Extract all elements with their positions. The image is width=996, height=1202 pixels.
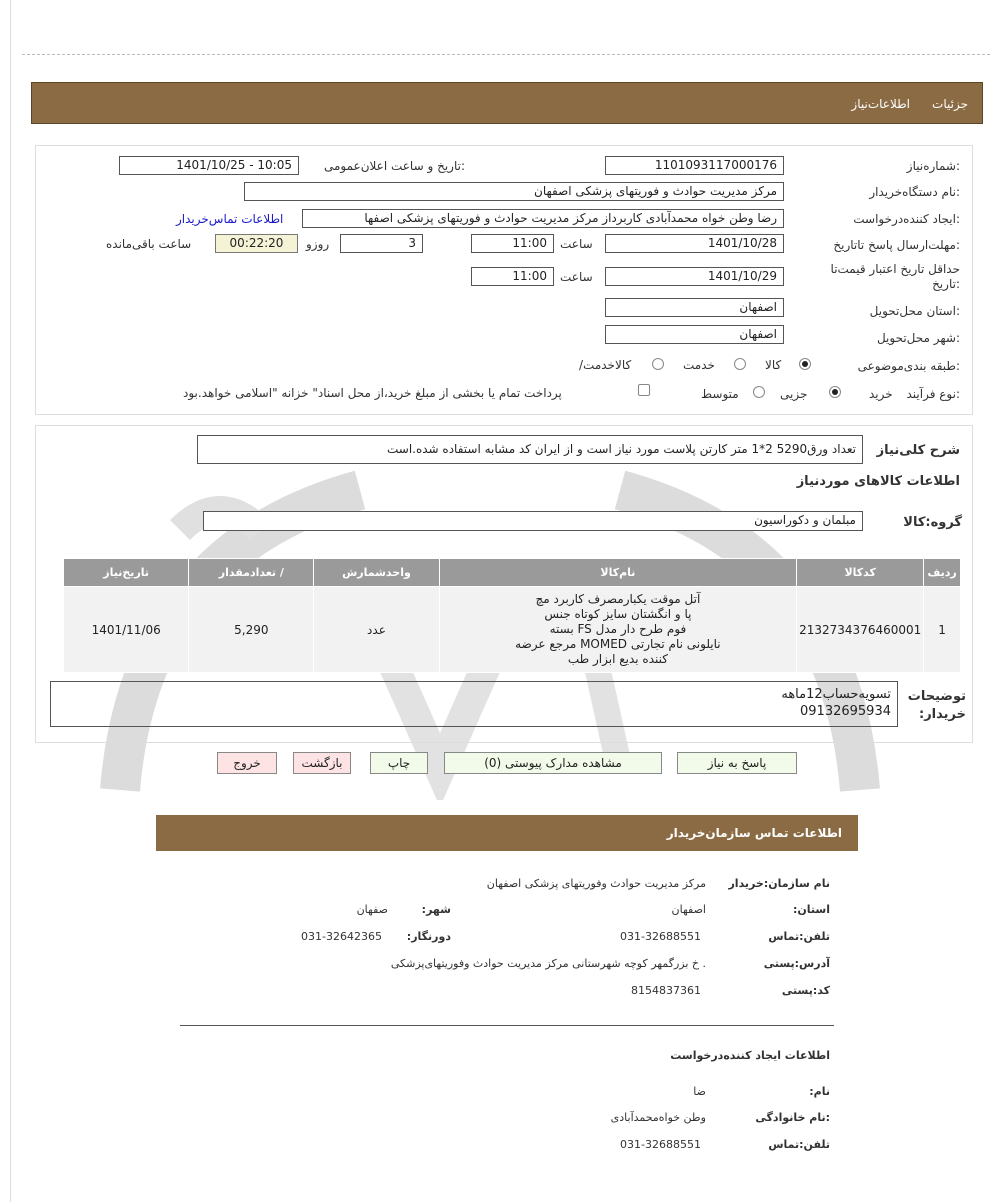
creator-info-title: اطلاعات ایجاد کننده‌درخواست	[670, 1049, 830, 1062]
buyer-notes-field	[50, 681, 898, 727]
radio-service-label: خدمت	[683, 358, 715, 372]
contact-postal-value: 8154837361	[631, 984, 701, 997]
back-button[interactable]: بازگشت	[293, 752, 351, 774]
province-label: استان محل‌تحویل:	[869, 304, 960, 318]
validity-hour-label: ساعت	[560, 270, 593, 284]
contact-phone-value: 031-32688551	[620, 930, 701, 943]
contact-city-value: صفهان	[356, 903, 388, 916]
contact-phone-label: تلفن‌:تماس	[768, 930, 830, 943]
days-label: روزو	[306, 237, 330, 251]
contact-org-value: مرکز مدیریت حوادث وفوریتهای پزشکی اصفهان	[486, 877, 706, 890]
goods-info-title: اطلاعات کالاهای موردنیاز	[796, 474, 960, 489]
contact-header	[156, 815, 858, 851]
creator-phone-value: 031-32688551	[620, 1138, 701, 1151]
cell-qty: 5,290	[189, 587, 314, 673]
cell-name-line: کننده بدیع ابزار طب	[567, 652, 668, 666]
contact-title: اطلاعات تماس سازمان‌خریدار	[666, 826, 842, 840]
radio-goods-service-label: /کالاخدمت	[579, 358, 632, 372]
contact-fax-label: :دورنگار	[406, 930, 451, 943]
goods-table	[63, 558, 961, 673]
tab-need-info[interactable]: اطلاعات‌نیاز	[851, 97, 910, 111]
province-field: اصفهان	[605, 298, 784, 317]
reply-button[interactable]: پاسخ به نیاز	[677, 752, 797, 774]
need-number-field: 1101093117000176	[605, 156, 784, 175]
creator-name-label: :نام	[809, 1085, 830, 1098]
radio-partial[interactable]	[829, 386, 841, 398]
creator-field: رضا وطن خواه محمدآبادی کاربرداز مرکز مدیریت حوادث و فوریتهای پزشکی اصفها	[302, 209, 784, 228]
col-header-qty: / تعدادمقدار	[189, 559, 314, 587]
cell-name-line: نایلونی نام تجارتی MOMED مرجع عرضه	[515, 637, 721, 651]
radio-goods-service[interactable]	[652, 358, 664, 370]
cell-row-num: 1	[924, 587, 961, 673]
table-header-row	[64, 559, 961, 587]
cell-name	[439, 587, 797, 673]
buyer-org-label: نام دستگاه‌خریدار:	[869, 185, 960, 199]
creator-name-value: ضا	[693, 1085, 706, 1098]
city-label: شهر محل‌تحویل:	[876, 331, 960, 345]
process-type-label: نوع فرآیند:	[906, 387, 960, 401]
contact-fax-value: 031-32642365	[301, 930, 382, 943]
col-header-row-num: ردیف	[924, 559, 961, 587]
buyer-notes-line1: تسویه‌حساب12ماهه	[781, 687, 891, 702]
contact-org-label: نام سازمان‌:خریدار	[728, 877, 830, 890]
announce-field: 1401/10/25 - 10:05	[119, 156, 299, 175]
buyer-notes-label-line1: توضیحات	[907, 689, 966, 704]
creator-phone-label: تلفن‌:تماس	[768, 1138, 830, 1151]
page-edge-line	[10, 0, 11, 1202]
general-desc-field: تعداد ورق5290 2*1 متر کارتن پلاست مورد نیاز است و از ایران کد مشابه استفاده شده.است	[197, 435, 863, 464]
exit-button[interactable]: خروج	[217, 752, 277, 774]
creator-label: ایجاد کننده‌درخواست:	[853, 212, 960, 226]
city-field: اصفهان	[605, 325, 784, 344]
view-docs-button[interactable]: مشاهده مدارک پیوستی (0)	[444, 752, 662, 774]
announce-label: تاریخ و ساعت اعلان‌عمومی:	[323, 159, 465, 173]
creator-family-value: وطن خواه‌محمدآبادی	[610, 1111, 706, 1124]
print-button[interactable]: چاپ	[370, 752, 428, 774]
contact-province-value: اصفهان	[671, 903, 706, 916]
need-number-label: شماره‌نیاز:	[906, 159, 960, 173]
contact-postal-label: کد‌:پستی	[781, 984, 830, 997]
cell-name-line: پا و انگشتان سایز کوتاه جنس	[544, 607, 692, 621]
contact-divider	[180, 1025, 834, 1026]
remaining-timer: 00:22:20	[215, 234, 298, 253]
buyer-org-field: مرکز مدیریت حوادث و فوریتهای پزشکی اصفهان	[244, 182, 784, 201]
payment-note: پرداخت تمام یا بخشی از مبلغ خرید،از محل اسناد" خزانه "اسلامی خواهد.بود	[183, 386, 562, 400]
deadline-date-field: 1401/10/28	[605, 234, 784, 253]
contact-address-label: آدرس‌:پستی	[763, 957, 830, 970]
validity-date-field: 1401/10/29	[605, 267, 784, 286]
category-label: طبقه بندی‌موضوعی:	[857, 359, 960, 373]
radio-goods[interactable]	[799, 358, 811, 370]
radio-medium-label: متوسط	[701, 387, 739, 401]
table-row	[64, 587, 961, 673]
validity-label: حداقل تاریخ اعتبار قیمت‌تا تاریخ:	[830, 262, 960, 291]
creator-family-label: نام خانوادگی:	[755, 1111, 830, 1124]
radio-goods-label: کالا	[765, 358, 782, 372]
goods-group-field: مبلمان و دکوراسیون	[203, 511, 863, 531]
tab-details[interactable]: جزئیات	[932, 97, 968, 111]
contact-province-label: :استان	[792, 903, 830, 916]
days-field: 3	[340, 234, 423, 253]
goods-group-label: گروه:کالا	[903, 515, 962, 530]
page-header	[31, 82, 983, 124]
cell-name-line: فوم طرح دار مدل FS بسته	[549, 622, 687, 636]
cell-name-line: آتل موقت یکبارمصرف کاربرد مچ	[535, 592, 701, 606]
deadline-time-field: 11:00	[471, 234, 554, 253]
top-divider	[22, 54, 990, 55]
col-header-unit: واحدشمارش	[314, 559, 439, 587]
cell-date: 1401/11/06	[64, 587, 189, 673]
col-header-date: تاریخ‌نیاز	[64, 559, 189, 587]
remaining-label: ساعت باقی‌مانده	[106, 237, 192, 251]
deadline-label: مهلت‌ارسال پاسخ تا‌تاریخ:	[833, 238, 960, 252]
radio-partial-label: جزیی	[780, 387, 808, 401]
contact-city-label: :شهر	[421, 903, 451, 916]
deadline-hour-label: ساعت	[560, 237, 593, 251]
radio-medium[interactable]	[753, 386, 765, 398]
process-buy-label: خرید	[869, 387, 893, 401]
radio-service[interactable]	[734, 358, 746, 370]
buyer-contact-link[interactable]: اطلاعات تماس‌خریدار	[176, 212, 284, 226]
contact-address-value: خ بزرگمهر کوچه شهرستانی مرکز مدیریت حوادث وفوریتهای‌پزشکی .	[390, 957, 706, 970]
col-header-code: کدکالا	[797, 559, 924, 587]
buyer-notes-label	[908, 688, 966, 724]
col-header-name: نام‌کالا	[439, 559, 797, 587]
cell-unit: عدد	[314, 587, 439, 673]
general-desc-label: شرح کلی‌نیاز	[876, 443, 960, 458]
payment-checkbox[interactable]	[638, 384, 650, 396]
cell-code: 2132734376460001	[797, 587, 924, 673]
buyer-notes-line2: 09132695934	[800, 704, 891, 719]
validity-time-field: 11:00	[471, 267, 554, 286]
buyer-notes-label-line2: :خریدار	[919, 707, 966, 722]
